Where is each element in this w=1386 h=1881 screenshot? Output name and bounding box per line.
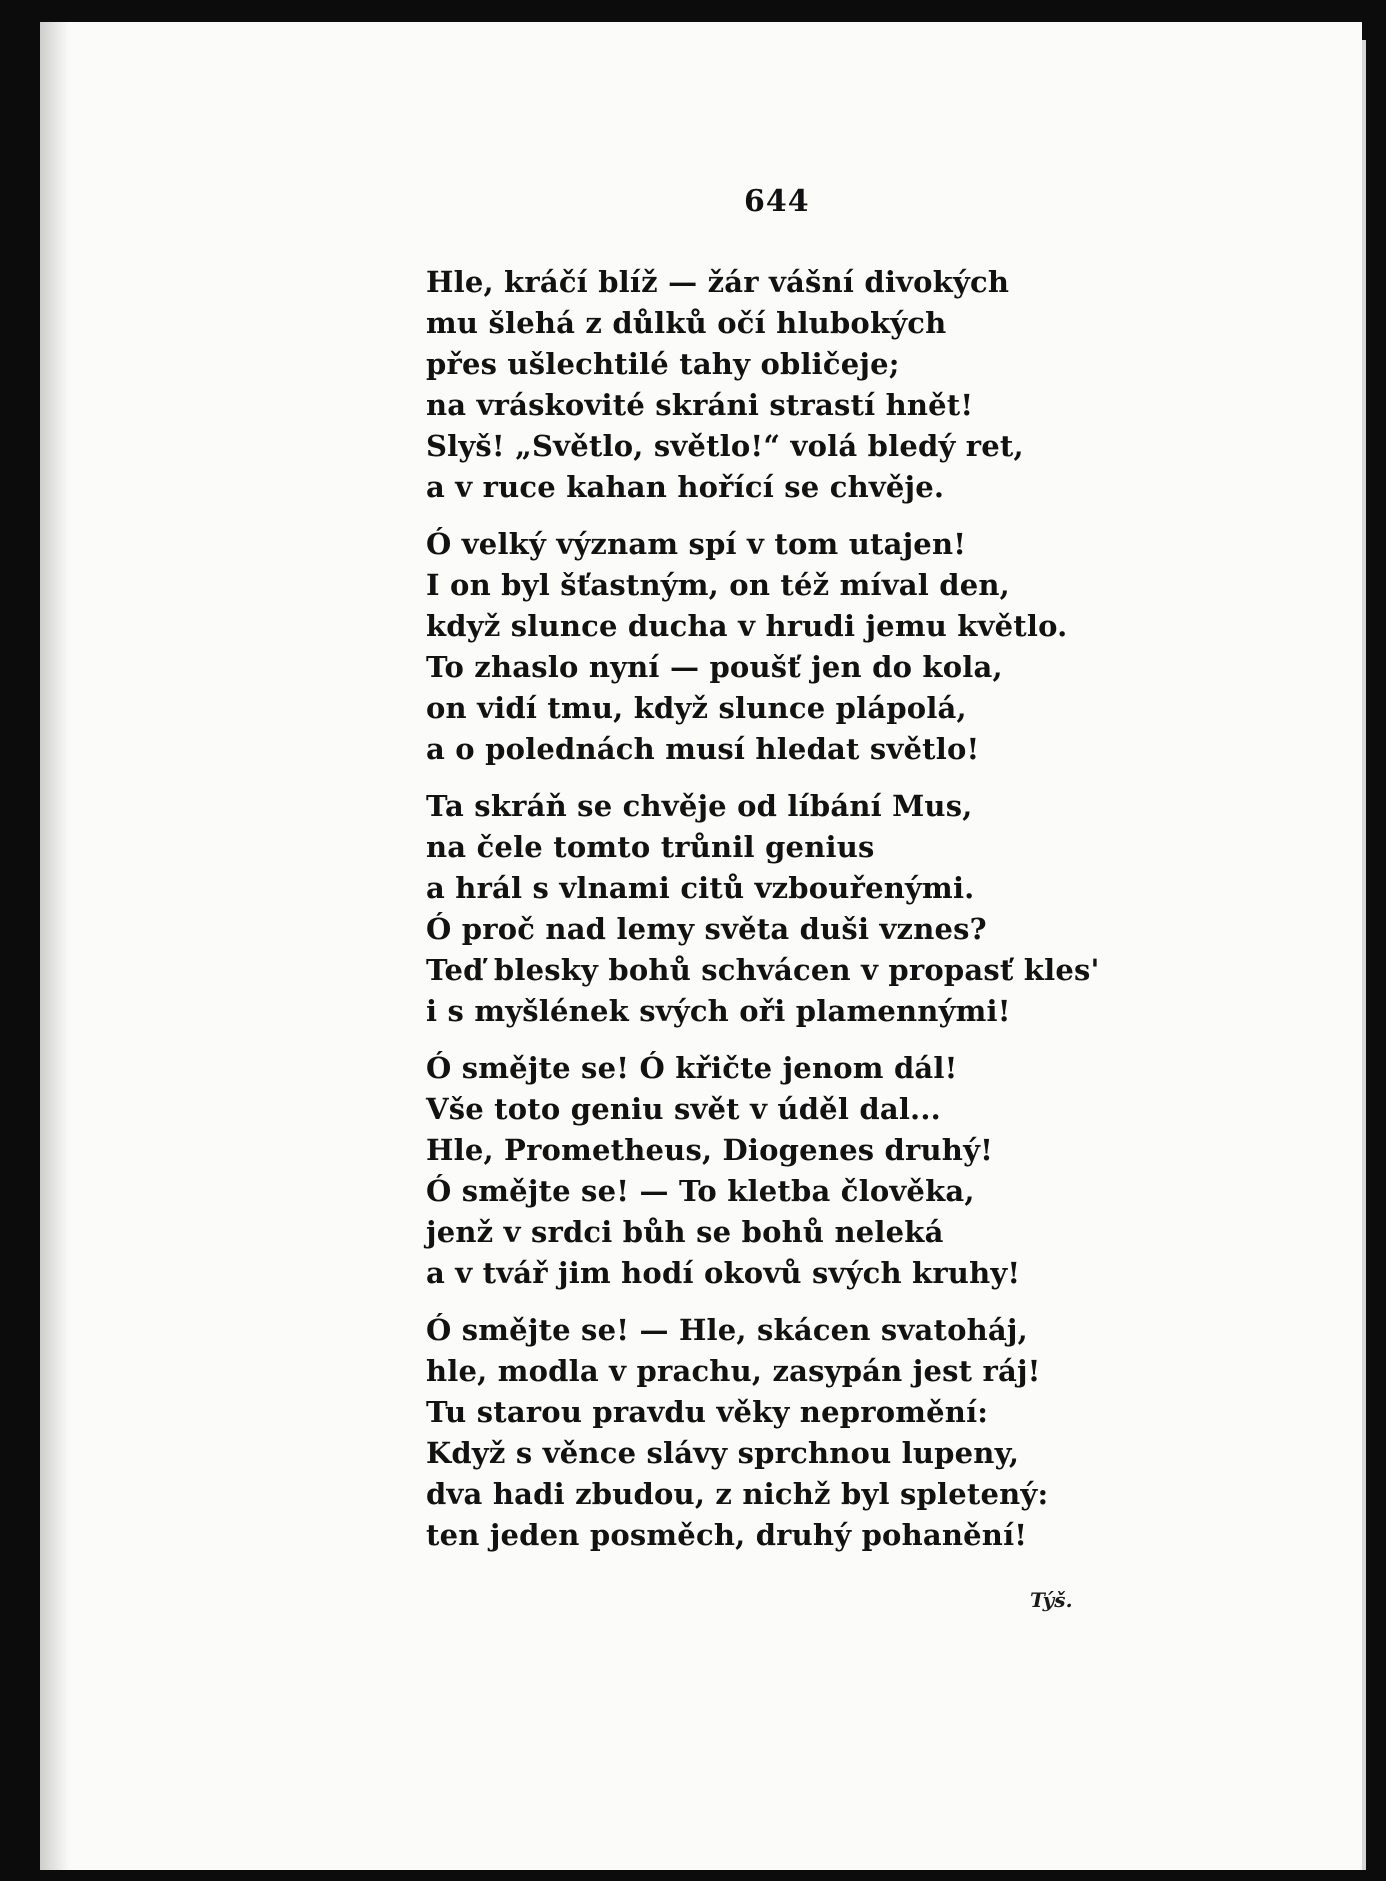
page-edge <box>1362 40 1366 1870</box>
verse-line: i s myšlének svých oři plamennými! <box>426 994 1011 1028</box>
verse-line: na čele tomto trůnil genius <box>426 830 875 864</box>
verse-line: a v tvář jim hodí okovů svých kruhy! <box>426 1256 1021 1290</box>
verse-line: I on byl šťastným, on též míval den, <box>426 568 1010 602</box>
stanza-3 <box>426 786 1126 1032</box>
verse-line: jenž v srdci bůh se bohů neleká <box>426 1215 944 1249</box>
verse-line: když slunce ducha v hrudi jemu květlo. <box>426 609 1068 643</box>
verse-line: Ta skráň se chvěje od líbání Mus, <box>426 789 973 823</box>
verse-line: a o polednách musí hledat světlo! <box>426 732 980 766</box>
verse-line: dva hadi zbudou, z nichž byl spletený: <box>426 1477 1049 1511</box>
stanza-1 <box>426 262 1126 508</box>
verse-line: Ó smějte se! Ó křičte jenom dál! <box>426 1051 958 1085</box>
verse-line: hle, modla v prachu, zasypán jest ráj! <box>426 1354 1041 1388</box>
verse-line: Tu starou pravdu věky nepromění: <box>426 1395 989 1429</box>
stanza-2 <box>426 524 1126 770</box>
poem <box>426 262 1126 1572</box>
verse-line: on vidí tmu, když slunce plápolá, <box>426 691 967 725</box>
author-signature: Týš. <box>1030 1588 1073 1612</box>
verse-line: a hrál s vlnami citů vzbouřenými. <box>426 871 975 905</box>
verse-line: To zhaslo nyní — poušť jen do kola, <box>426 650 1003 684</box>
verse-line: Ó smějte se! — To kletba člověka, <box>426 1174 975 1208</box>
stanza-4 <box>426 1048 1126 1294</box>
stanza-5 <box>426 1310 1126 1556</box>
page-gutter-shadow <box>40 22 70 1870</box>
verse-line: Ó proč nad lemy světa duši vznes? <box>426 912 987 946</box>
verse-line: a v ruce kahan hořící se chvěje. <box>426 470 945 504</box>
verse-line: Ó velký význam spí v tom utajen! <box>426 527 967 561</box>
verse-line: Teď blesky bohů schvácen v propasť kles' <box>426 953 1100 987</box>
verse-line: Vše toto geniu svět v úděl dal... <box>426 1092 941 1126</box>
verse-line: Když s věnce slávy sprchnou lupeny, <box>426 1436 1020 1470</box>
page-number: 644 <box>744 184 810 219</box>
verse-line: Slyš! „Světlo, světlo!“ volá bledý ret, <box>426 429 1024 463</box>
verse-line: Hle, Prometheus, Diogenes druhý! <box>426 1133 994 1167</box>
verse-line: Ó smějte se! — Hle, skácen svatoháj, <box>426 1313 1028 1347</box>
verse-line: ten jeden posměch, druhý pohanění! <box>426 1518 1028 1552</box>
verse-line: na vráskovité skráni strastí hnět! <box>426 388 974 422</box>
verse-line: přes ušlechtilé tahy obličeje; <box>426 347 900 381</box>
verse-line: Hle, kráčí blíž — žár vášní divokých <box>426 265 1010 299</box>
verse-line: mu šlehá z důlků očí hlubokých <box>426 306 947 340</box>
